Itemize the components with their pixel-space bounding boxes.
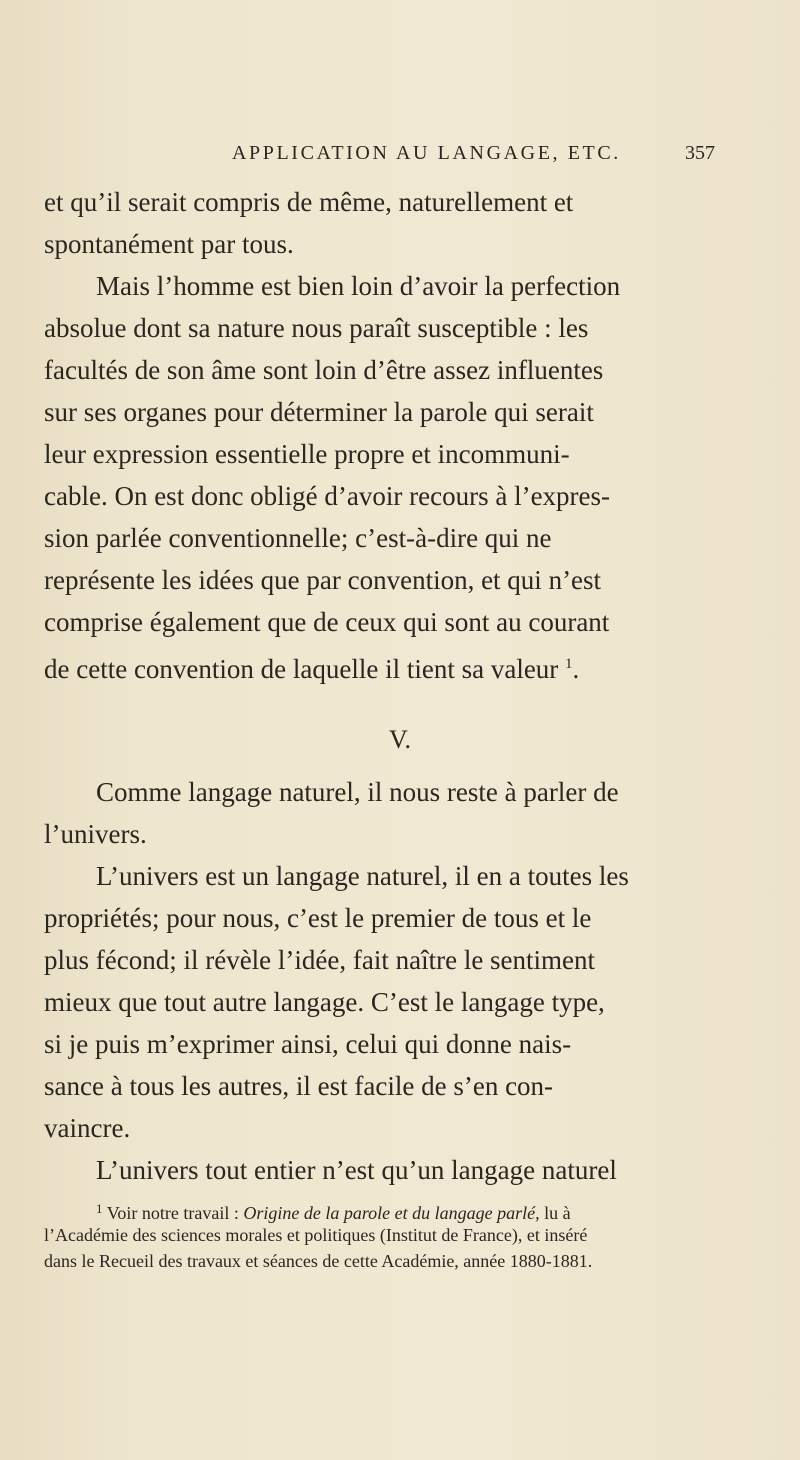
footnote-reference[interactable]: 1 [565, 656, 573, 672]
text-line: leur expression essentielle propre et incommuni- [44, 439, 570, 469]
text-line: sance à tous les autres, il est facile de s’en con- [44, 1071, 554, 1101]
text-line: l’univers. [44, 819, 147, 849]
text-line: Mais l’homme est bien loin d’avoir la perfection [96, 271, 621, 301]
text-line: absolue dont sa nature nous paraît susceptible : les [44, 313, 589, 343]
footnote-marker: 1 [96, 1201, 103, 1216]
text-line: L’univers est un langage naturel, il en a toutes les [96, 861, 629, 891]
section-heading: V. [389, 725, 411, 754]
text-line: comprise également que de ceux qui sont au courant [44, 607, 610, 637]
text-line: L’univers tout entier n’est qu’un langage naturel [96, 1155, 617, 1185]
text-line: Comme langage naturel, il nous reste à parler de [96, 777, 619, 807]
footnote-line: dans le Recueil des travaux et séances de cette Académie, année 1880-1881. [44, 1251, 593, 1271]
text-line-content: de cette convention de laquelle il tient sa valeur [44, 654, 559, 684]
footnote-text: Voir notre travail : [106, 1203, 244, 1223]
footnote-text: lu à [539, 1203, 571, 1223]
text-line: spontanément par tous. [44, 229, 294, 259]
text-line: cable. On est donc obligé d’avoir recours à l’expres- [44, 481, 611, 511]
running-head: APPLICATION AU LANGAGE, ETC. [232, 142, 621, 164]
footnote-cited-title: Origine de la parole et du langage parlé, [243, 1203, 540, 1223]
text-line: propriétés; pour nous, c’est le premier de tous et le [44, 903, 592, 933]
text-line: vaincre. [44, 1113, 131, 1143]
text-line: représente les idées que par convention, et qui n’est [44, 565, 602, 595]
text-line: et qu’il serait compris de même, naturellement et [44, 187, 574, 217]
footnote-line: l’Académie des sciences morales et politiques (Institut de France), et inséré [44, 1225, 588, 1245]
text-line: facultés de son âme sont loin d’être assez influentes [44, 355, 604, 385]
text-line: plus fécond; il révèle l’idée, fait naître le sentiment [44, 945, 596, 975]
sentence-end: . [572, 654, 580, 684]
text-line: sion parlée conventionnelle; c’est-à-dire qui ne [44, 523, 552, 553]
text-line: sur ses organes pour déterminer la parole qui serait [44, 397, 594, 427]
page-header [0, 138, 800, 174]
text-line: si je puis m’exprimer ainsi, celui qui donne nais- [44, 1029, 572, 1059]
text-line: mieux que tout autre langage. C’est le langage type, [44, 987, 605, 1017]
page-number: 357 [685, 142, 715, 164]
text-line [44, 646, 579, 682]
